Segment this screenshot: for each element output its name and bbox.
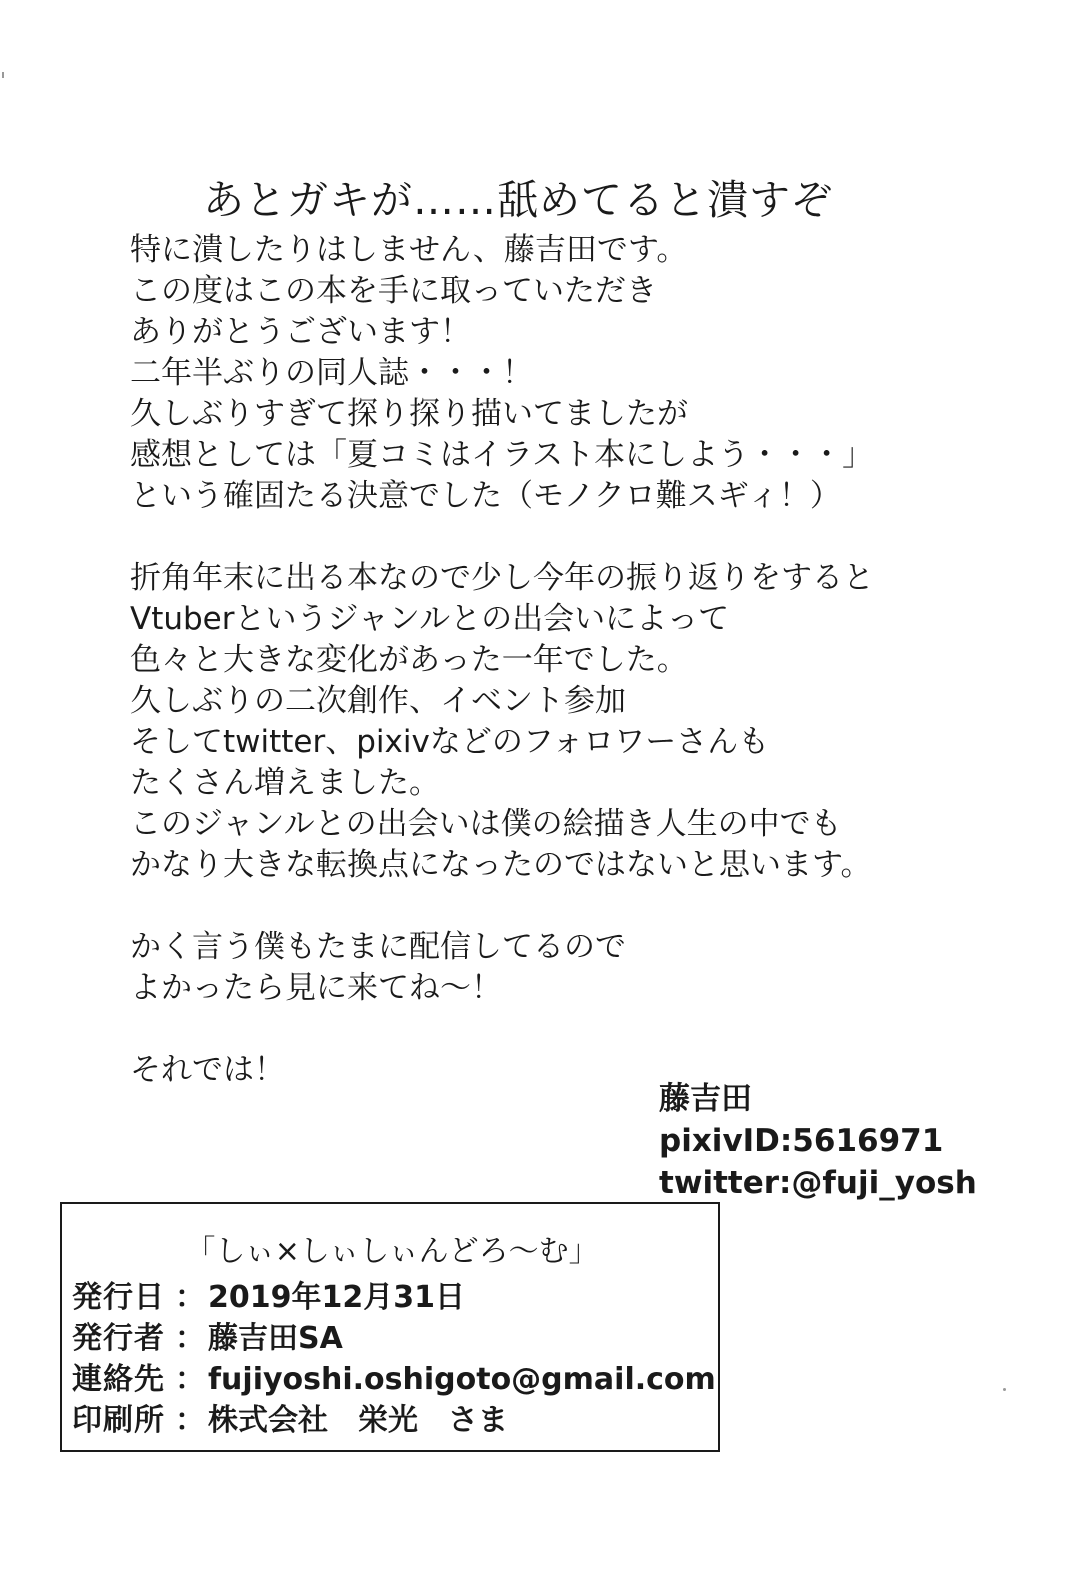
row-value: 2019年12月31日 <box>208 1280 465 1315</box>
afterword-title: あとガキが……舐めてると潰すぞ <box>203 176 833 225</box>
row-label: 発行日 <box>72 1280 165 1315</box>
row-label: 連絡先 <box>72 1362 165 1397</box>
body-line: 色々と大きな変化があった一年でした。 <box>130 642 688 678</box>
body-line: ありがとうございます！ <box>130 314 471 350</box>
row-separator: ： <box>175 1403 205 1438</box>
colophon-box <box>60 1202 720 1452</box>
row-separator: ： <box>175 1280 205 1315</box>
body-line: 久しぶりすぎて探り探り描いてましたが <box>130 396 688 432</box>
scan-speck <box>2 72 4 78</box>
row-value: 藤吉田SA <box>208 1321 343 1356</box>
colophon-row-publish-date <box>72 1277 716 1318</box>
body-line: Vtuberというジャンルとの出会いによって <box>130 601 730 637</box>
author-twitter-handle: twitter:@fuji_yosh <box>659 1165 977 1201</box>
body-line: このジャンルとの出会いは僕の絵描き人生の中でも <box>130 806 842 842</box>
paragraph <box>130 558 1030 886</box>
colophon-book-title: 「しぃ×しぃしぃんどろ～む」 <box>185 1234 599 1269</box>
body-line: そしてtwitter、pixivなどのフォロワーさんも <box>130 724 770 760</box>
colophon-row-publisher <box>72 1318 716 1359</box>
body-line: かく言う僕もたまに配信してるので <box>130 929 626 965</box>
body-line: たくさん増えました。 <box>130 765 440 801</box>
colophon-rows <box>72 1277 716 1441</box>
row-label: 印刷所 <box>72 1403 165 1438</box>
body-line: 感想としては「夏コミはイラスト本にしよう・・・」 <box>130 437 874 473</box>
body-line: それでは！ <box>130 1052 285 1088</box>
row-separator: ： <box>175 1362 205 1397</box>
scan-speck <box>1003 1388 1006 1391</box>
afterword-body <box>130 230 1030 1091</box>
author-name: 藤吉田 <box>659 1081 752 1117</box>
paragraph <box>130 230 1030 517</box>
colophon-row-contact <box>72 1359 716 1400</box>
body-line: この度はこの本を手に取っていただき <box>130 273 657 309</box>
body-line: という確固たる決意でした（モノクロ難スギィ！） <box>130 478 841 514</box>
paragraph <box>130 927 1030 1009</box>
author-signature <box>659 1078 977 1204</box>
colophon-row-printer <box>72 1400 716 1441</box>
body-line: 久しぶりの二次創作、イベント参加 <box>130 683 626 719</box>
body-line: 二年半ぶりの同人誌・・・！ <box>130 355 533 391</box>
row-label: 発行者 <box>72 1321 165 1356</box>
row-value: fujiyoshi.oshigoto@gmail.com <box>208 1362 716 1397</box>
body-line: 折角年末に出る本なので少し今年の振り返りをすると <box>130 560 874 596</box>
author-pixiv-id: pixivID:5616971 <box>659 1123 944 1159</box>
body-line: 特に潰したりはしません、藤吉田です。 <box>130 232 688 268</box>
body-line: よかったら見に来てね～！ <box>130 970 502 1006</box>
body-line: かなり大きな転換点になったのではないと思います。 <box>130 847 872 883</box>
row-separator: ： <box>175 1321 205 1356</box>
row-value: 株式会社 栄光 さま <box>208 1403 508 1438</box>
